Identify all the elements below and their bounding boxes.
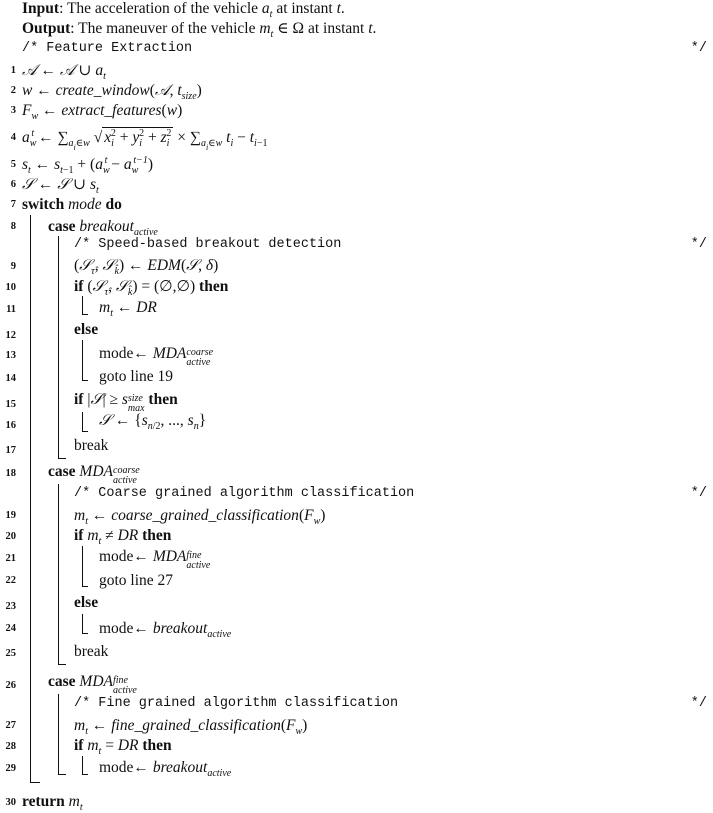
- algo-line-6: 𝒮 ← 𝒮 ∪ $s_t$: [22, 176, 99, 196]
- block-foot-if-4: [82, 774, 88, 775]
- comment-end-2: */: [690, 237, 707, 252]
- algo-line-26: case MDA fine active: [48, 673, 137, 696]
- block-foot-if-1: [82, 314, 88, 315]
- keyword-case: case: [48, 673, 76, 690]
- line-number: 11: [6, 304, 16, 315]
- block-bar-if-3: [82, 546, 83, 586]
- line-number: 2: [10, 85, 16, 96]
- keyword-if: if: [74, 737, 84, 754]
- comment-feature-extraction: /* Feature Extraction: [22, 41, 193, 56]
- line-number: 13: [5, 350, 16, 361]
- algo-line-5: $s_t$ ← $s_{t-1} + (a_w^t - a_w^{t-1})$: [22, 155, 154, 176]
- line-number: 14: [5, 373, 16, 384]
- block-foot-if-2: [82, 431, 88, 432]
- block-bar-case-2: [58, 484, 59, 664]
- keyword-switch: switch: [22, 196, 65, 213]
- line-number: 18: [5, 468, 16, 479]
- line-number: 15: [5, 399, 16, 410]
- line-number: 16: [5, 420, 16, 431]
- block-foot-case-1: [58, 458, 66, 459]
- keyword-if: if: [74, 527, 84, 544]
- algo-line-24: mode← breakout$_{active}$: [99, 620, 232, 640]
- algo-line-21: mode← MDA fine active: [99, 548, 211, 571]
- block-bar-else-2: [82, 614, 83, 633]
- comment-end-4: */: [690, 696, 707, 711]
- input-text: : The acceleration of the vehicle $a_t$ at instant t.: [59, 0, 345, 20]
- block-bar-switch: [30, 215, 31, 782]
- keyword-then: then: [148, 391, 178, 408]
- block-bar-case-1: [58, 236, 59, 458]
- line-number: 21: [5, 553, 16, 564]
- algo-line-15: if |𝒮| ≥ s size max then: [74, 391, 178, 414]
- algo-line-3: $F_w$ ← extract_features(w): [22, 102, 183, 122]
- keyword-do: do: [105, 196, 122, 213]
- algo-line-19: $m_t$ ← $coarse\_grained\_classification(F_w)$: [74, 507, 326, 527]
- block-bar-if-1: [82, 296, 83, 314]
- block-bar-if-2: [82, 412, 83, 431]
- line-number: 7: [10, 199, 16, 210]
- keyword-then: then: [142, 527, 172, 544]
- line-number: 28: [5, 741, 16, 752]
- algo-line-30: return $m_t$: [22, 793, 83, 813]
- block-foot-if-3: [82, 586, 88, 587]
- line-number: 17: [5, 445, 16, 456]
- line-number: 30: [5, 797, 16, 808]
- algo-line-17: break: [74, 437, 109, 454]
- block-bar-if-4: [82, 756, 83, 774]
- line-number: 12: [5, 330, 16, 341]
- line-number: 26: [5, 680, 16, 691]
- block-foot-else-1: [82, 380, 88, 381]
- line-number: 29: [5, 763, 16, 774]
- algo-line-4: $a_w^t$ ← $\sum_{a_i\in w}$ √ $x_i^2 + y_i^2 + z_i^2 \times \sum_{a_i\in w}$ $t_i - t_{i-1}$: [22, 128, 268, 152]
- algo-line-11: $m_t$ ← DR: [99, 299, 157, 319]
- algo-line-28: if $m_t$ = DR then: [74, 737, 172, 757]
- block-bar-case-3: [58, 694, 59, 774]
- algo-line-12: [74, 320, 98, 340]
- keyword-return: return: [22, 793, 65, 810]
- comment-speed-breakout: /* Speed-based breakout detection: [74, 237, 342, 252]
- line-number: 24: [5, 623, 16, 634]
- keyword-else: else: [74, 594, 99, 611]
- block-foot-switch: [30, 782, 40, 783]
- line-number: 23: [5, 601, 16, 612]
- line-number: 20: [5, 531, 16, 542]
- algo-line-2: w ← create_window(𝒜, $t_{size}$): [22, 82, 202, 102]
- keyword-case: case: [48, 218, 76, 235]
- algo-line-29: mode← breakout$_{active}$: [99, 759, 232, 779]
- block-foot-else-2: [82, 633, 88, 634]
- algo-line-16: 𝒮 ← {$s_{n/2}$, ..., $s_n$}: [99, 412, 207, 432]
- input-label: Input: [22, 0, 60, 17]
- comment-fine: /* Fine grained algorithm classification: [74, 696, 399, 711]
- line-number: 4: [10, 132, 16, 143]
- output-line: [22, 19, 376, 39]
- algo-line-9: (𝒮$_{\taû}$, 𝒮$_{k̂}$) ← EDM(𝒮, δ): [74, 257, 219, 277]
- comment-end-3: */: [690, 486, 707, 501]
- line-number: 8: [10, 221, 16, 232]
- algo-line-13: mode← MDA coarse active: [99, 345, 214, 368]
- algo-line-7: switch mode do: [22, 196, 122, 213]
- keyword-if: if: [74, 278, 84, 295]
- comment-end-1: */: [690, 41, 707, 56]
- output-label: Output: [22, 20, 71, 37]
- comment-coarse: /* Coarse grained algorithm classification: [74, 486, 415, 501]
- input-line: [22, 0, 345, 19]
- algo-line-23: [74, 593, 98, 613]
- line-number: 6: [10, 179, 16, 190]
- keyword-then: then: [199, 278, 229, 295]
- output-text: : The maneuver of the vehicle $m_t$ ∈ Ω at instant t.: [70, 20, 377, 40]
- block-foot-case-3: [58, 774, 66, 775]
- algo-line-20: if $m_t$ ≠ DR then: [74, 527, 172, 547]
- keyword-case: case: [48, 463, 76, 480]
- keyword-if: if: [74, 391, 84, 408]
- algo-line-27: $m_t$ ← $fine\_grained\_classification(F_w)$: [74, 717, 308, 737]
- block-foot-case-2: [58, 664, 66, 665]
- block-bar-else-1: [82, 340, 83, 380]
- line-number: 22: [5, 575, 16, 586]
- line-number: 5: [10, 159, 16, 170]
- line-number: 3: [10, 105, 16, 116]
- line-number: 1: [10, 65, 16, 76]
- line-number: 19: [5, 510, 16, 521]
- algo-line-8: case breakout$_{active}$: [48, 218, 158, 238]
- line-number: 25: [5, 648, 16, 659]
- algo-line-10: if (𝒮$_{\taû}$, 𝒮$_{k̂}$) = (∅,∅) then: [74, 278, 229, 298]
- line-number: 9: [10, 261, 16, 272]
- keyword-else: else: [74, 321, 99, 338]
- line-number: 10: [5, 282, 16, 293]
- algo-line-14: goto line 19: [99, 368, 174, 385]
- algo-line-22: goto line 27: [99, 572, 174, 589]
- keyword-then: then: [142, 737, 172, 754]
- algo-line-25: break: [74, 643, 109, 660]
- algo-line-1: 𝒜 ← 𝒜 ∪ $a_t$: [22, 62, 106, 82]
- algo-line-18: case MDA coarse active: [48, 463, 140, 486]
- line-number: 27: [5, 720, 16, 731]
